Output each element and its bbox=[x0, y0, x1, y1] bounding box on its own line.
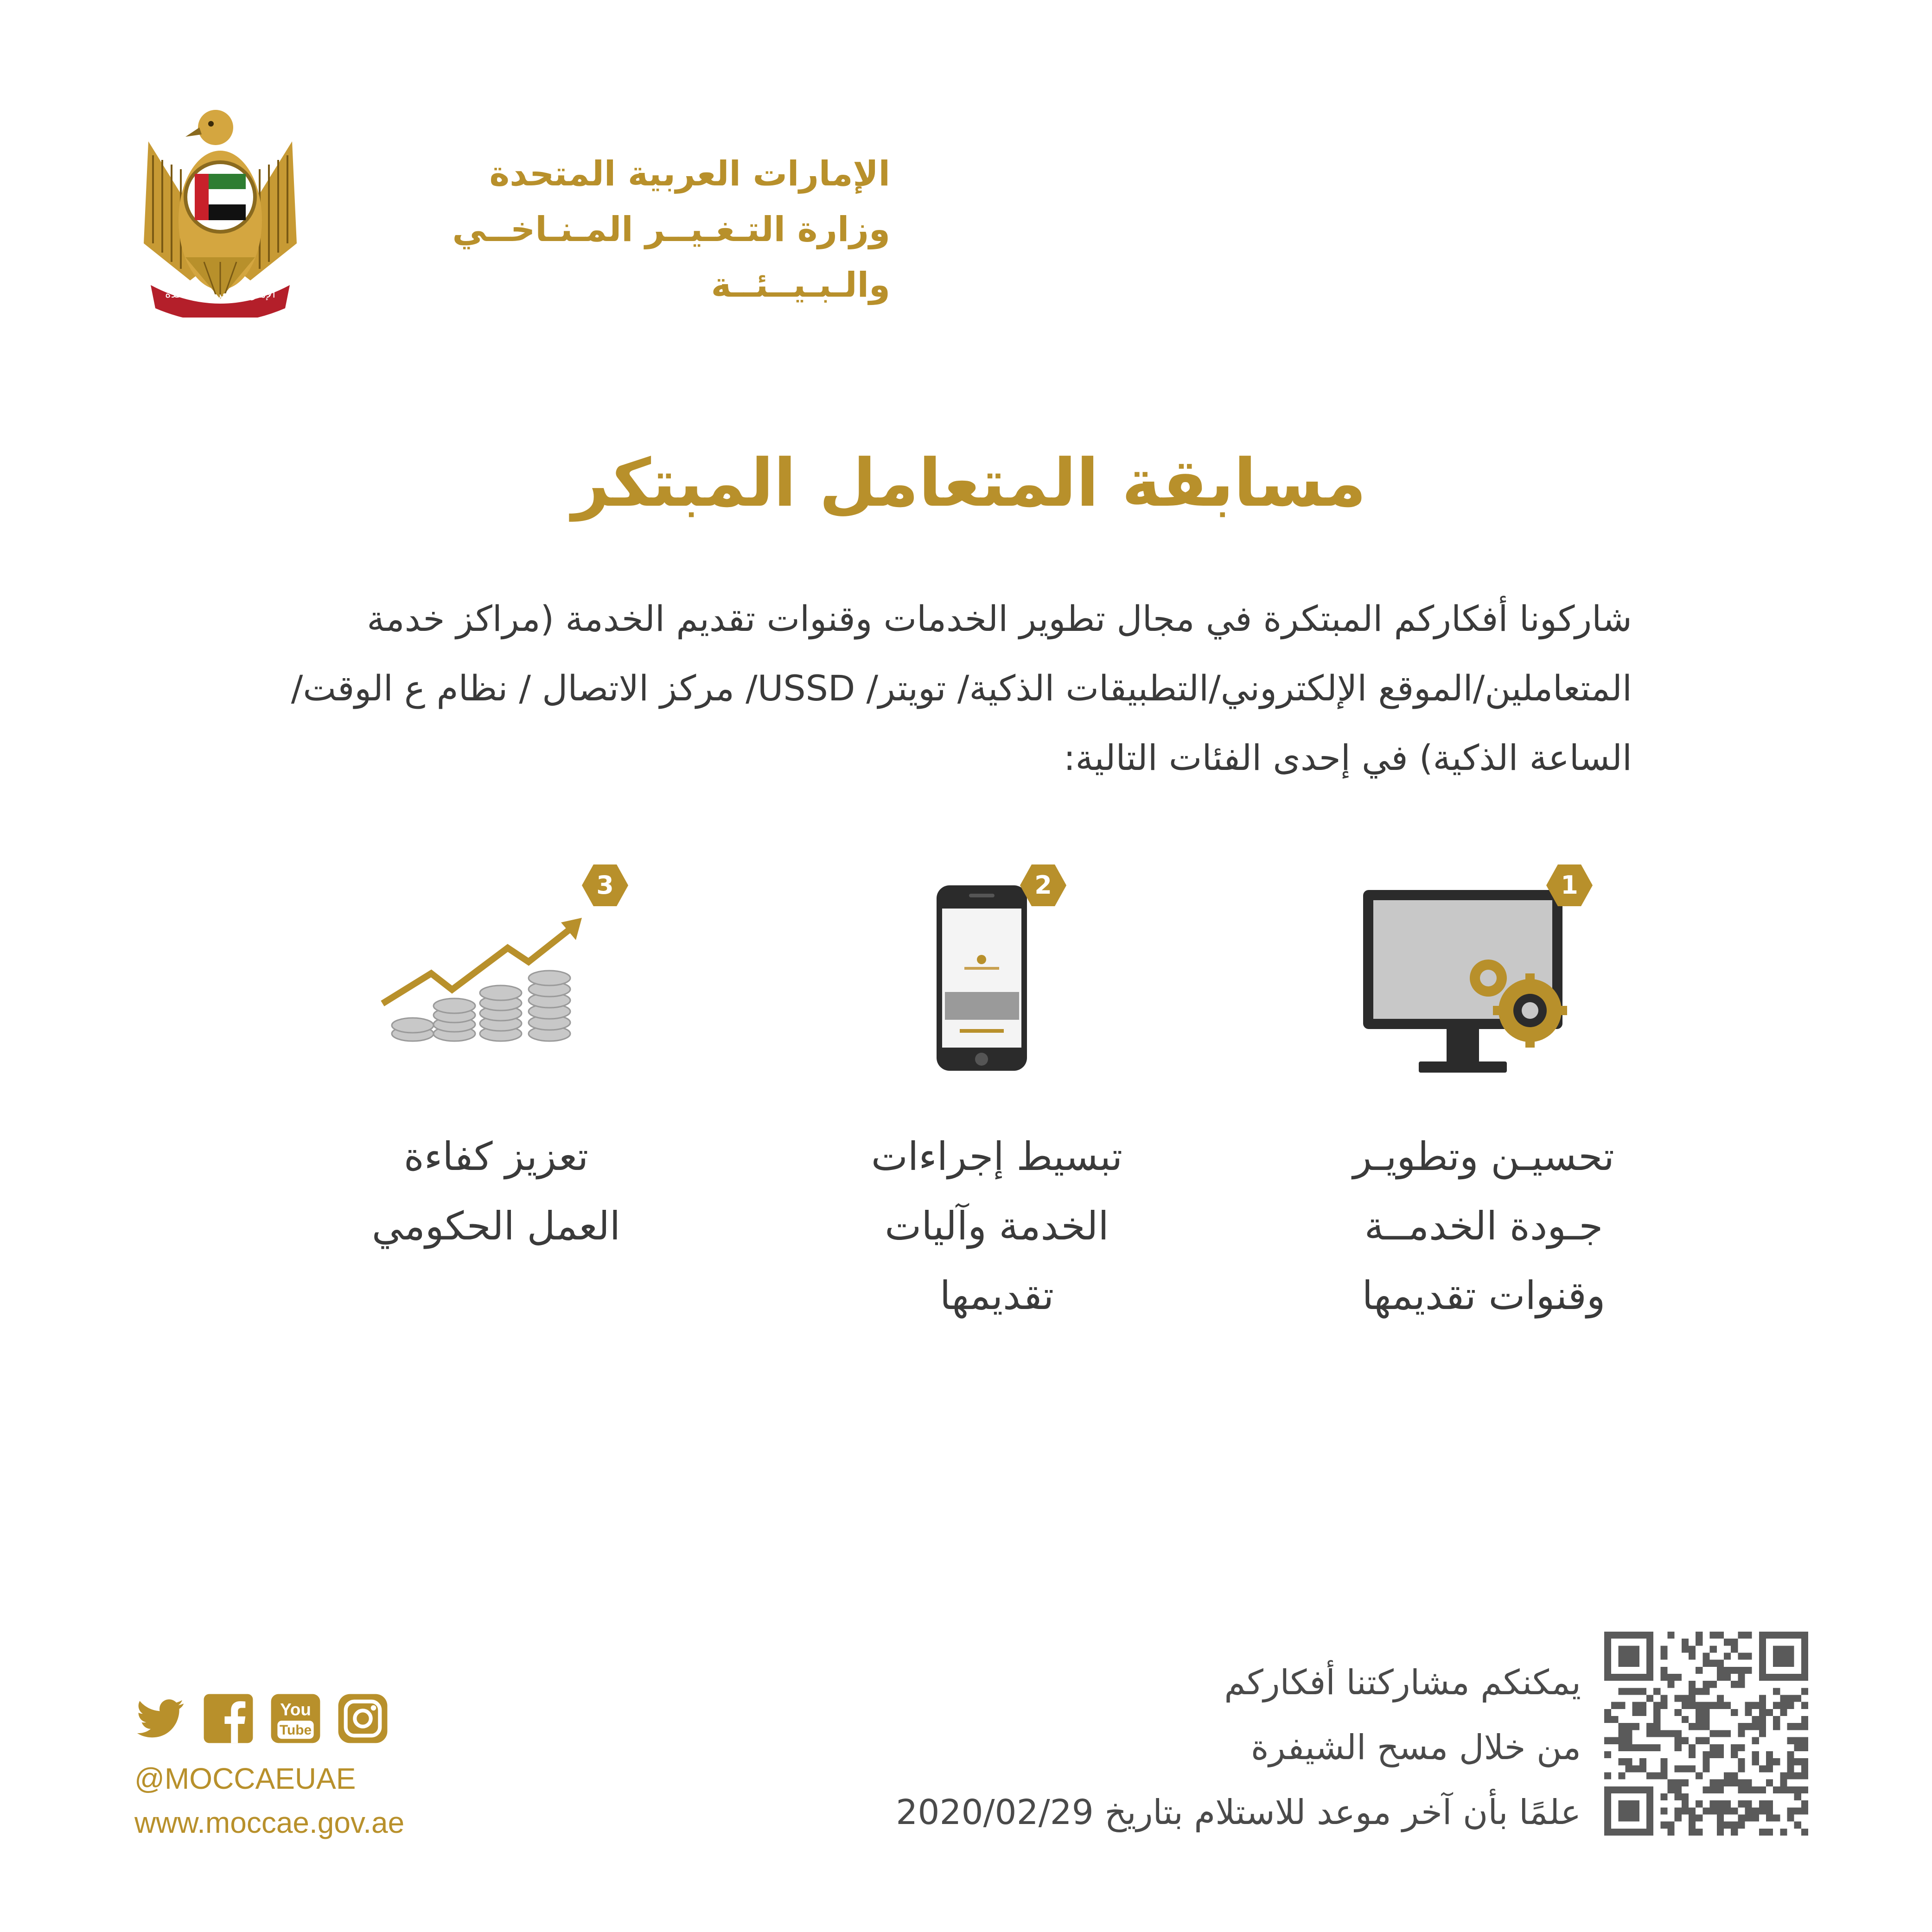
category-2-label bbox=[788, 1122, 1205, 1330]
cta-line-3: علمًا بأن آخر موعد للاستلام بتاريخ 2020/02/29 bbox=[896, 1792, 1581, 1832]
smartphone-icon bbox=[858, 858, 1136, 1099]
category-1-label bbox=[1275, 1122, 1692, 1330]
category-3-label bbox=[287, 1122, 705, 1261]
cta-line-2: من خلال مسح الشيفرة bbox=[1250, 1728, 1581, 1767]
social-links bbox=[134, 1692, 389, 1752]
ministry-name bbox=[334, 146, 890, 313]
category-3-line-2: العمل الحكومي bbox=[371, 1203, 621, 1249]
website-link[interactable]: www.moccae.gov.ae bbox=[134, 1806, 405, 1839]
qr-instructions bbox=[695, 1650, 1581, 1845]
instagram-icon[interactable] bbox=[336, 1692, 389, 1745]
youtube-tube-text: Tube bbox=[279, 1722, 312, 1738]
youtube-you-text: You bbox=[280, 1700, 311, 1719]
uae-emblem-icon bbox=[134, 104, 306, 318]
ministry-line-1: الإمارات العربية المتحدة bbox=[489, 154, 890, 194]
facebook-icon[interactable] bbox=[202, 1692, 255, 1745]
youtube-icon[interactable] bbox=[269, 1692, 322, 1745]
cta-line-1: يمكنكم مشاركتنا أفكاركم bbox=[1224, 1663, 1581, 1703]
category-1-line-3: وقنوات تقديمها bbox=[1362, 1273, 1606, 1318]
category-1-number: 1 bbox=[1561, 871, 1578, 900]
coins-growth-icon bbox=[362, 858, 640, 1099]
ministry-line-3: والـبـيــئــة bbox=[711, 265, 890, 305]
twitter-icon[interactable] bbox=[134, 1692, 188, 1745]
category-2-line-2: الخدمة وآليات bbox=[885, 1203, 1109, 1249]
intro-paragraph: شاركونا أفكاركم المبتكرة في مجال تطوير الخدمات وقنوات تقديم الخدمة (مراكز خدمة المتعاملين/الموقع الإلكتروني/التطبيقات الذكية/ تويتر/ USSD/ مركز الاتصال / نظام ع الوقت/ الساعة الذكية) في إحدى الفئات التالية: bbox=[291, 598, 1632, 778]
social-handle[interactable]: @MOCCAEUAE bbox=[134, 1762, 356, 1795]
category-2-line-1: تبسيط إجراءات bbox=[871, 1134, 1123, 1179]
ministry-line-2: وزارة التـغـيــر المـنـاخــي bbox=[452, 210, 890, 249]
category-2-number: 2 bbox=[1034, 871, 1052, 900]
category-3-line-1: تعزيز كفاءة bbox=[403, 1134, 589, 1179]
category-1-line-1: تحسيـن وتطويـر bbox=[1353, 1134, 1614, 1179]
monitor-gears-icon bbox=[1345, 858, 1623, 1099]
category-2-line-3: تقديمها bbox=[939, 1273, 1054, 1318]
emblem-banner-text: الإمارات العربية المتحدة bbox=[165, 287, 275, 300]
page-title: مسابقة المتعامل المبتكر bbox=[572, 445, 1366, 521]
category-1-line-2: جـودة الخدمــة bbox=[1364, 1203, 1603, 1249]
category-3-number: 3 bbox=[596, 871, 614, 900]
qr-code[interactable] bbox=[1604, 1632, 1808, 1836]
